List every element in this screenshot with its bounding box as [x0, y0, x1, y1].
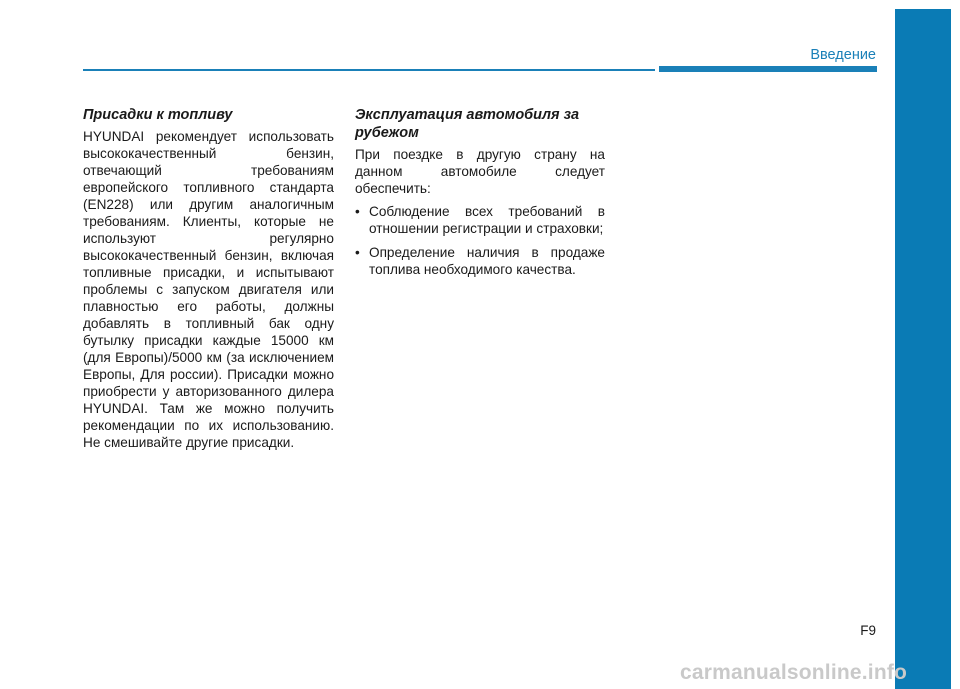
fuel-additives-heading: Присадки к топливу [83, 107, 233, 123]
list-item: • Соблюдение всех требований в отношении регистрации и страховки; [355, 203, 605, 237]
left-column [83, 106, 334, 451]
header-rule-thick [659, 66, 877, 72]
section-title: Введение [810, 47, 876, 63]
abroad-operation-heading: Эксплуатация автомобиля за рубежом [355, 107, 580, 141]
header-rule-thin [83, 69, 655, 71]
watermark: carmanualsonline.info [680, 661, 908, 684]
list-item: • Определение наличия в продаже топлива необходимого качества. [355, 244, 605, 278]
right-column [355, 106, 605, 285]
abroad-requirements-list [355, 203, 605, 278]
abroad-operation-intro: При поездке в другую страну на данном автомобиле следует обеспечить: [355, 147, 605, 196]
page-number: F9 [860, 623, 876, 638]
chapter-side-tab [895, 9, 951, 689]
fuel-additives-paragraph: HYUNDAI рекомендует использовать высококачественный бензин, отвечающий требованиям европейского топливного стандарта (EN228) или другим аналогичным требованиям. Клиенты, которые не используют регулярно высококачественный бензин, включая топливные присадки, и испытывают проблемы с запуском двигателя или плавностью его работы, должны добавлять в топливный бак одну бутылку присадки каждые 15000 км (для Европы)/5000 км (за исключением Европы, Для россии). Присадки можно приобрести у авторизованного дилера HYUNDAI. Там же можно получить рекомендации по их использованию. Не смешивайте другие присадки. [83, 129, 334, 450]
